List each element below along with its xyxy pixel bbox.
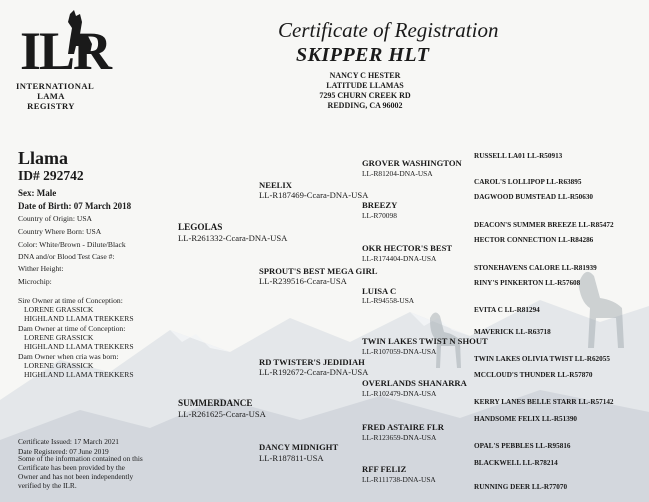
date-registered: Date Registered: 07 June 2019: [18, 447, 109, 456]
dam-owner-2: HIGHLAND LLAMA TREKKERS: [24, 342, 134, 351]
color: Color: White/Brown - Dilute/Black: [18, 240, 126, 249]
dam-owner-label: Dam Owner at time of Conception:: [18, 324, 126, 333]
dam-born-owner-label: Dam Owner when cria was born:: [18, 352, 119, 361]
sire-owner-1: LORENE GRASSICK: [24, 305, 94, 314]
gg-grandparent: MCCLOUD'S THUNDER LL-R57870: [474, 371, 593, 379]
grandparent-reg: LL-R187811-USA: [259, 453, 324, 463]
great-grandparent-reg: LL-R94558-USA: [362, 296, 415, 305]
gg-grandparent: BLACKWELL LL-R78214: [474, 459, 558, 467]
gg-grandparent: DAGWOOD BUMSTEAD LL-R50630: [474, 193, 594, 201]
gg-grandparent: RUNNING DEER LL-R77070: [474, 483, 568, 491]
great-grandparent-reg: LL-R81204-DNA-USA: [362, 169, 433, 178]
gg-grandparent: STONEHAVENS CALORE LL-R81939: [474, 264, 597, 272]
dam-name: SUMMERDANCE: [178, 398, 253, 408]
great-grandparent-name: GROVER WASHINGTON: [362, 158, 462, 168]
gg-grandparent: EVITA C LL-R81294: [474, 306, 540, 314]
gg-grandparent: RINY'S PINKERTON LL-R57608: [474, 279, 581, 287]
gg-grandparent: HANDSOME FELIX LL-R51390: [474, 415, 578, 423]
grandparent-name: SPROUT'S BEST MEGA GIRL: [259, 266, 378, 276]
logo-line-international: INTERNATIONAL: [16, 81, 95, 91]
dam-reg: LL-R261625-Ccara-USA: [178, 409, 266, 419]
grandparent-reg: LL-R192672-Ccara-DNA-USA: [259, 367, 369, 377]
gg-grandparent: RUSSELL LA01 LL-R50913: [474, 152, 563, 160]
great-grandparent-reg: LL-R70098: [362, 211, 397, 220]
owner-farm: LATITUDE LLAMAS: [326, 81, 404, 90]
great-grandparent-reg: LL-R107059-DNA-USA: [362, 347, 437, 356]
animal-name: SKIPPER HLT: [296, 44, 430, 66]
grandparent-reg: LL-R239516-Ccara-USA: [259, 276, 347, 286]
gg-grandparent: MAVERICK LL-R63718: [474, 328, 551, 336]
great-grandparent-reg: LL-R123659-DNA-USA: [362, 433, 437, 442]
logo-line-registry: REGISTRY: [27, 101, 75, 111]
great-grandparent-name: OKR HECTOR'S BEST: [362, 243, 453, 253]
grandparent-name: RD TWISTER'S JEDIDIAH: [259, 357, 365, 367]
sex: Sex: Male: [18, 188, 57, 198]
great-grandparent-name: FRED ASTAIRE FLR: [362, 422, 444, 432]
great-grandparent-name: RFF FELIZ: [362, 464, 407, 474]
gg-grandparent: TWIN LAKES OLIVIA TWIST LL-R62055: [474, 355, 610, 363]
species: Llama: [18, 148, 69, 168]
wither-height: Wither Height:: [18, 264, 64, 273]
sire-name: LEGOLAS: [178, 222, 223, 232]
great-grandparent-name: LUISA C: [362, 286, 397, 296]
registration-id: ID# 292742: [18, 168, 84, 183]
certificate-title: Certificate of Registration: [278, 18, 499, 42]
date-of-birth: Date of Birth: 07 March 2018: [18, 201, 132, 211]
sire-owner-2: HIGHLAND LLAMA TREKKERS: [24, 314, 134, 323]
great-grandparent-reg: LL-R174404-DNA-USA: [362, 254, 437, 263]
grandparent-name: DANCY MIDNIGHT: [259, 442, 339, 452]
owner-city: REDDING, CA 96002: [327, 101, 403, 110]
country-where-born: Country Where Born: USA: [18, 227, 102, 236]
gg-grandparent: DEACON'S SUMMER BREEZE LL-R85472: [474, 221, 614, 229]
dam-born-owner-2: HIGHLAND LLAMA TREKKERS: [24, 370, 134, 379]
dam-born-owner-1: LORENE GRASSICK: [24, 361, 94, 370]
microchip: Microchip:: [18, 277, 52, 286]
great-grandparent-name: OVERLANDS SHANARRA: [362, 378, 467, 388]
great-grandparent-reg: LL-R102479-DNA-USA: [362, 389, 437, 398]
sire-owner-label: Sire Owner at time of Conception:: [18, 296, 123, 305]
certificate-issued: Certificate Issued: 17 March 2021: [18, 437, 119, 446]
disclaimer-line-1: Some of the information contained on this: [18, 454, 143, 463]
sire-reg: LL-R261332-Ccara-DNA-USA: [178, 233, 288, 243]
logo-letters: ILR: [20, 21, 111, 81]
disclaimer-line-3: Owner and has not been independently: [18, 472, 134, 481]
dam-owner-1: LORENE GRASSICK: [24, 333, 94, 342]
grandparent-reg: LL-R187469-Ccara-DNA-USA: [259, 190, 369, 200]
disclaimer-line-4: verified by the ILR.: [18, 481, 77, 490]
owner-name: NANCY C HESTER: [329, 71, 401, 80]
disclaimer-line-2: Certificate has been provided by the: [18, 463, 125, 472]
great-grandparent-reg: LL-R111738-DNA-USA: [362, 475, 436, 484]
owner-street: 7295 CHURN CREEK RD: [319, 91, 411, 100]
grandparent-name: NEELIX: [259, 180, 292, 190]
great-grandparent-name: BREEZY: [362, 200, 398, 210]
great-grandparent-name: TWIN LAKES TWIST N SHOUT: [362, 336, 488, 346]
gg-grandparent: KERRY LANES BELLE STARR LL-R57142: [474, 398, 614, 406]
country-of-origin: Country of Origin: USA: [18, 214, 93, 223]
dna-case: DNA and/or Blood Test Case #:: [18, 252, 115, 261]
gg-grandparent: CAROL'S LOLLIPOP LL-R63895: [474, 178, 582, 186]
gg-grandparent: HECTOR CONNECTION LL-R84286: [474, 236, 594, 244]
logo-line-lama: LAMA: [37, 91, 65, 101]
gg-grandparent: OPAL'S PEBBLES LL-R95816: [474, 442, 571, 450]
